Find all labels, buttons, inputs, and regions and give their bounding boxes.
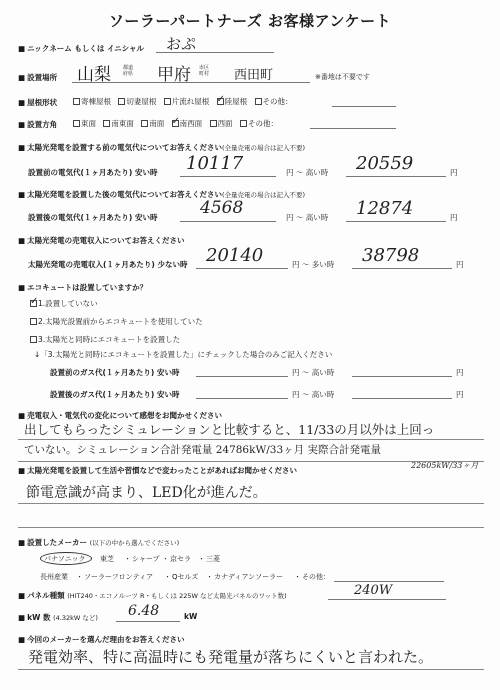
gas-after-label: 設置後のガス代(１ヶ月あたり) 安い時 bbox=[50, 390, 180, 399]
impressions-line-2[interactable]: ていない。シミュレーション合計発電量 24786kW/33ヶ月 実際合計発電量 bbox=[24, 444, 381, 456]
gas-before-low-field[interactable] bbox=[196, 376, 288, 377]
maker-option-sharp[interactable]: シャープ bbox=[132, 555, 160, 563]
electricity-before-label: 設置前の電気代(１ヶ月あたり) 安い時 bbox=[28, 168, 158, 177]
ecocute-option-3[interactable]: 3.太陽光と同時にエコキュートを設置した bbox=[30, 334, 180, 345]
lifestyle-underline-2 bbox=[18, 527, 484, 528]
page-title: ソーラーパートナーズ お客様アンケート bbox=[108, 12, 392, 30]
checkbox-icon bbox=[240, 120, 247, 127]
electricity-after-mid: 円 〜 高い時 bbox=[286, 213, 329, 222]
maker-option-choshu[interactable]: 長州産業 bbox=[40, 573, 68, 581]
kw-underline bbox=[116, 621, 180, 622]
location-town[interactable]: 西田町 bbox=[234, 68, 274, 83]
orientation-row bbox=[18, 119, 57, 130]
kw-value[interactable]: 6.48 bbox=[128, 603, 160, 619]
separator-dot: ・ bbox=[162, 555, 169, 563]
nickname-value[interactable]: おぷ bbox=[166, 35, 197, 53]
reason-line-1[interactable]: 発電効率、特に高温時にも発電量が落ちにくいと言われた。 bbox=[28, 648, 434, 666]
reason-underline-1 bbox=[18, 669, 484, 670]
reason-header: ■ 今回のメーカーを選んだ理由をお答えください bbox=[18, 635, 185, 644]
sales-income-low[interactable]: 20140 bbox=[206, 245, 264, 266]
maker-header: ■ 設置したメーカー (以下の中から選んでください) bbox=[18, 538, 180, 547]
maker-option-other[interactable]: その他： bbox=[302, 573, 330, 581]
checkbox-icon bbox=[103, 120, 110, 127]
separator-dot: ・ bbox=[294, 573, 301, 581]
gas-before-label: 設置前のガス代(１ヶ月あたり) 安い時 bbox=[50, 368, 180, 377]
bullet-square-icon: ■ bbox=[18, 143, 26, 152]
electricity-before-low[interactable]: 10117 bbox=[186, 153, 244, 174]
bullet-square-icon: ■ bbox=[18, 613, 26, 622]
maker-option-solar-frontier[interactable]: ソーラーフロンティア bbox=[84, 573, 154, 581]
bullet-square-icon: ■ bbox=[18, 236, 26, 245]
separator-dot: ・ bbox=[198, 555, 205, 563]
underline bbox=[346, 221, 446, 222]
kw-row: ■ kW 数 (4.32kW など) bbox=[18, 613, 98, 622]
bullet-square-icon: ■ bbox=[18, 283, 26, 292]
nickname-label: ニックネーム もしくは イニシャル bbox=[27, 44, 144, 53]
kw-unit: kW bbox=[184, 612, 198, 621]
maker-option-canadian-solar[interactable]: カナディアンソーラー bbox=[214, 573, 284, 581]
impressions-line-2-extra[interactable]: 22605kW/33ヶ月 bbox=[411, 461, 479, 470]
bullet-square-icon: ■ bbox=[18, 411, 26, 420]
bullet-square-icon: ■ bbox=[18, 98, 26, 107]
gas-after-mid: 円 〜 高い時 bbox=[292, 390, 335, 399]
checkbox-checked-icon bbox=[217, 98, 224, 105]
electricity-before-mid: 円 〜 高い時 bbox=[286, 168, 329, 177]
checkbox-icon bbox=[255, 98, 262, 105]
impressions-header: ■ 売電収入・電気代の変化について感想をお聞かせください bbox=[18, 411, 222, 420]
gas-after-unit: 円 bbox=[456, 390, 464, 399]
sales-income-label: 太陽光発電の売電収入(１ヶ月あたり) 少ない時 bbox=[28, 260, 188, 269]
roof-option-other[interactable]: その他： bbox=[255, 96, 293, 107]
orientation-option-southeast[interactable]: 南東面 bbox=[103, 118, 134, 129]
roof-option-kirizuma[interactable]: 切妻屋根 bbox=[118, 96, 156, 107]
roof-option-katanagare[interactable]: 片流れ屋根 bbox=[164, 96, 210, 107]
sales-income-header: ■ 太陽光発電の売電収入についてお答えください bbox=[18, 236, 185, 245]
underline bbox=[180, 221, 276, 222]
bullet-square-icon: ■ bbox=[18, 591, 26, 600]
electricity-before-header: ■ 太陽光発電を設置する前の電気代についてお答えください(全量売電の場合は記入不要) bbox=[18, 143, 306, 152]
electricity-after-label: 設置後の電気代(１ヶ月あたり) 安い時 bbox=[28, 213, 158, 222]
lifestyle-underline-1 bbox=[18, 503, 484, 504]
checkbox-icon bbox=[118, 98, 125, 105]
location-prefecture[interactable]: 山梨 bbox=[77, 65, 111, 85]
bullet-square-icon: ■ bbox=[18, 190, 26, 199]
location-row bbox=[18, 72, 57, 83]
checkbox-checked-icon bbox=[30, 300, 37, 307]
gas-before-high-field[interactable] bbox=[352, 376, 452, 377]
panel-row: ■ パネル種類 (HIT240・エコノルーツ R・もしくは 225W など太陽光パネルのワット数) bbox=[18, 591, 287, 600]
city-suffix: 市区町村 bbox=[199, 65, 210, 77]
roof-options bbox=[73, 96, 298, 107]
location-label: 設置場所 bbox=[27, 73, 58, 82]
maker-option-mitsubishi[interactable]: 三菱 bbox=[206, 555, 220, 563]
orientation-option-southwest[interactable]: ✓ 南西面 bbox=[172, 118, 203, 129]
checkbox-checked-icon bbox=[172, 120, 179, 127]
sales-income-unit: 円 bbox=[456, 260, 464, 269]
gas-before-unit: 円 bbox=[456, 368, 464, 377]
electricity-before-unit: 円 bbox=[450, 168, 458, 177]
checkbox-icon bbox=[210, 120, 217, 127]
orientation-option-west[interactable]: 西面 bbox=[210, 118, 233, 129]
electricity-after-unit: 円 bbox=[450, 213, 458, 222]
impressions-underline-1 bbox=[18, 439, 484, 440]
orientation-option-east[interactable]: 東面 bbox=[73, 118, 96, 129]
gas-after-low-field[interactable] bbox=[196, 398, 288, 399]
bullet-square-icon: ■ bbox=[18, 44, 26, 53]
checkbox-icon bbox=[164, 98, 171, 105]
panel-value[interactable]: 240W bbox=[354, 583, 393, 598]
orientation-other-underline bbox=[310, 128, 396, 129]
maker-option-toshiba[interactable]: 東芝 bbox=[100, 555, 114, 563]
roof-row bbox=[18, 97, 57, 108]
ecocute-header: ■ エコキュートは設置していますか？ bbox=[18, 283, 148, 292]
location-city[interactable]: 甲府 bbox=[157, 65, 191, 85]
gas-after-high-field[interactable] bbox=[352, 398, 452, 399]
orientation-label: 設置方角 bbox=[27, 120, 58, 129]
separator-dot: ・ bbox=[124, 555, 131, 563]
electricity-after-low[interactable]: 4568 bbox=[200, 198, 244, 218]
checkbox-icon bbox=[30, 336, 37, 343]
roof-option-rikuyane[interactable]: ✓ 陸屋根 bbox=[217, 96, 248, 107]
sales-income-high[interactable]: 38798 bbox=[362, 245, 420, 266]
orientation-option-other[interactable]: その他： bbox=[240, 118, 278, 129]
location-underline bbox=[72, 82, 310, 83]
roof-option-yosemune[interactable]: 寄棟屋根 bbox=[73, 96, 111, 107]
bullet-square-icon: ■ bbox=[18, 120, 26, 129]
ecocute-followup: ↓「3.太陽光と同時にエコキュートを設置した」にチェックした場合のみご記入ください bbox=[34, 350, 333, 359]
checkbox-icon bbox=[73, 120, 80, 127]
underline bbox=[352, 268, 452, 269]
electricity-before-high[interactable]: 20559 bbox=[356, 153, 414, 174]
maker-other-underline bbox=[334, 581, 444, 582]
roof-other-underline bbox=[332, 106, 396, 107]
sales-income-mid: 円 〜 多い時 bbox=[292, 260, 335, 269]
separator-dot: ・ bbox=[164, 573, 171, 581]
orientation-option-south[interactable]: 南面 bbox=[141, 118, 164, 129]
checkbox-icon bbox=[73, 98, 80, 105]
bullet-square-icon: ■ bbox=[18, 635, 26, 644]
ecocute-option-1[interactable]: ✓1.設置していない bbox=[30, 298, 98, 309]
location-note: ※番地は不要です bbox=[315, 73, 370, 81]
lifestyle-line-1[interactable]: 節電意識が高まり、LED化が進んだ。 bbox=[26, 485, 267, 501]
bullet-square-icon: ■ bbox=[18, 73, 26, 82]
electricity-after-header: ■ 太陽光発電を設置した後の電気代についてお答えください(全量売電の場合は記入不要) bbox=[18, 190, 306, 199]
roof-label: 屋根形状 bbox=[27, 98, 58, 107]
impressions-line-1[interactable]: 出してもらったシミュレーションと比較すると、11/33の月以外は上回っ bbox=[24, 422, 435, 437]
bullet-square-icon: ■ bbox=[18, 538, 26, 547]
maker-option-kyocera[interactable]: 京セラ bbox=[170, 555, 191, 563]
separator-dot: ・ bbox=[206, 573, 213, 581]
orientation-options bbox=[73, 118, 283, 129]
underline bbox=[346, 176, 446, 177]
maker-option-panasonic[interactable]: パナソニック bbox=[44, 555, 86, 563]
maker-option-qcells[interactable]: Qセルズ bbox=[172, 573, 199, 581]
nickname-underline bbox=[156, 52, 274, 53]
lifestyle-header: ■ 太陽光発電を設置して生活や習慣などで変わったことがあればお聞かせください bbox=[18, 466, 298, 475]
nickname-row bbox=[18, 43, 144, 54]
pref-suffix: 都道府県 bbox=[123, 65, 134, 77]
panel-underline bbox=[328, 599, 446, 600]
gas-before-mid: 円 〜 高い時 bbox=[292, 368, 335, 377]
underline bbox=[180, 176, 276, 177]
checkbox-icon bbox=[30, 318, 37, 325]
bullet-square-icon: ■ bbox=[18, 466, 26, 475]
ecocute-option-2[interactable]: 2.太陽光設置前からエコキュートを使用していた bbox=[30, 316, 203, 327]
separator-dot: ・ bbox=[76, 573, 83, 581]
underline bbox=[196, 268, 288, 269]
electricity-after-high[interactable]: 12874 bbox=[356, 198, 414, 219]
checkbox-icon bbox=[141, 120, 148, 127]
